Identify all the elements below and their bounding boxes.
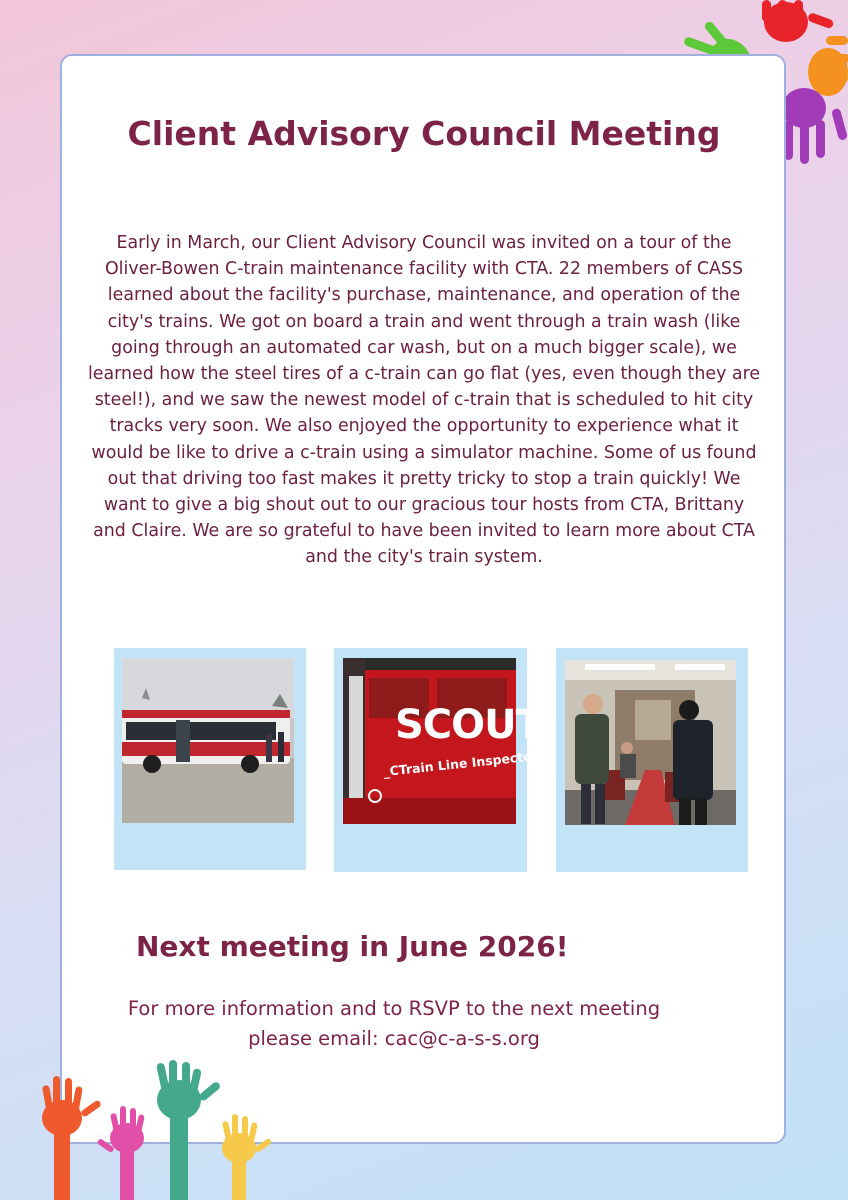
raised-hands-decoration <box>20 1060 280 1200</box>
rsvp-info-line1: For more information and to RSVP to the next meeting <box>127 997 661 1020</box>
orange-hand-icon <box>808 36 848 96</box>
article-body: Early in March, our Client Advisory Council was invited on a tour of the Oliver-Bowen C-train maintenance facility with CTA. 22 members of CASS learned about the facility's purchase, maintenance, and operation of the city's trains. We got on board a train and went through a train wash (like going through an automated car wash, but on a much bigger scale), we learned how the steel tires of a c-train can go flat (yes, even though they are steel!), and we saw the newest model of c-train that is scheduled to hit city tracks very soon. We also enjoyed the opportunity to experience what it would be like to drive a c-train using a simulator machine. Some of us found out that driving too fast makes it pretty tricky to stop a train quickly! We want to give a big shout out to our gracious tour hosts from CTA, Brittany and Claire. We are so grateful to have been invited to learn more about CTA and the city's train system. <box>87 233 761 568</box>
train-interior-photo <box>565 660 736 825</box>
red-hand-icon <box>762 0 834 42</box>
bus-photo <box>122 658 294 823</box>
teal-raised-hand-icon <box>156 1060 222 1200</box>
scout-lettering: SCOUT <box>395 702 542 748</box>
next-meeting-heading: Next meeting in June 2026! <box>136 930 569 963</box>
content-card <box>60 54 786 1144</box>
rsvp-email-line: please email: cac@c-a-s-s.org <box>248 1027 540 1050</box>
rsvp-info <box>60 994 728 1054</box>
page-title: Client Advisory Council Meeting <box>127 114 721 153</box>
orange-raised-hand-icon <box>42 1076 102 1200</box>
yellow-raised-hand-icon <box>222 1114 272 1200</box>
scout-train-photo <box>343 658 542 824</box>
red-bus-shape <box>122 710 290 773</box>
scout-subtext: _CTrain Line Inspector <box>382 747 539 780</box>
pink-raised-hand-icon <box>97 1106 145 1200</box>
